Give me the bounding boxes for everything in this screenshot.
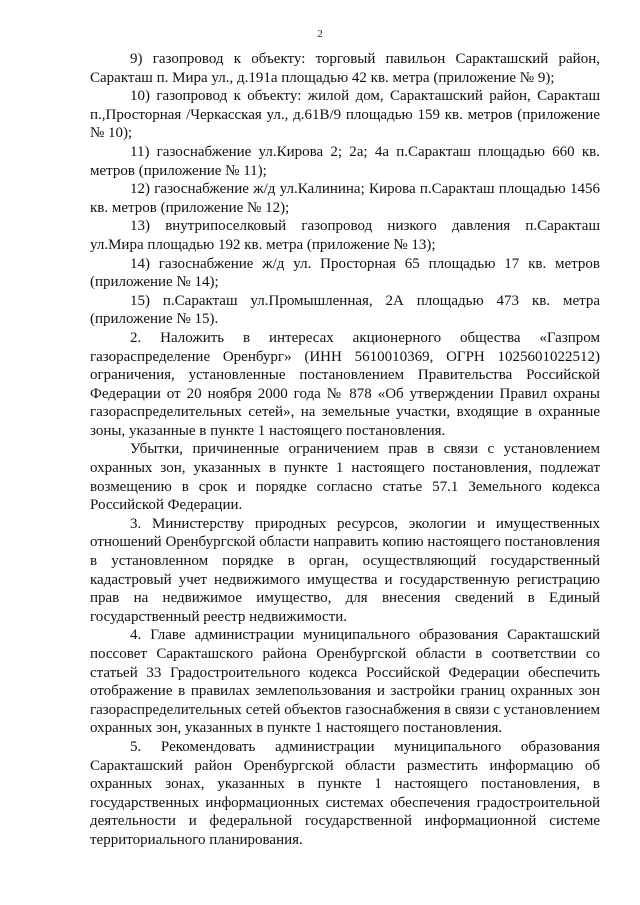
clause-4: 4. Главе администрации муниципального образования Саракташский поссовет Саракташского района Оренбургской области в соответствии со статьей 33 Градостроительного кодекса Российской Федерации обеспечить отображение в правилах землепользования и застройки границ охранных зон газораспределительных сетей объектов газоснабжения в связи с установлением охранных зон, указанных в пункте 1 настоящего постановления.	[90, 627, 600, 737]
clause-3: 3. Министерству природных ресурсов, экологии и имущественных отношений Оренбургской области направить копию настоящего постановления в установленном порядке в орган, осуществляющий государственный кадастровый учет недвижимого имущества и государственную регистрацию прав на недвижимое имущество, для внесения сведений в Единый государственный реестр недвижимости.	[90, 515, 600, 625]
clause-5: 5. Рекомендовать администрации муниципального образования Саракташский район Оренбургской области разместить информацию об охранных зонах, указанных в пункте 1 настоящего постановления, в государственных информационных системах обеспечения градостроительной деятельности и федеральной государственной информационной системе территориального планирования.	[90, 738, 600, 848]
item-14: 14) газоснабжение ж/д ул. Просторная 65 площадью 17 кв. метров (приложение № 14);	[90, 255, 600, 291]
clause-2-losses: Убытки, причиненные ограничением прав в связи с установлением охранных зон, указанных в пункте 1 настоящего постановления, подлежат возмещению в срок и порядке согласно статье 57.1 Земельного кодекса Российской Федерации.	[90, 441, 600, 514]
item-9: 9) газопровод к объекту: торговый павильон Саракташский район, Саракташ п. Мира ул., д.191а площадью 42 кв. метра (приложение № 9);	[90, 51, 600, 86]
page-number: 2	[317, 28, 323, 40]
item-13: 13) внутрипоселковый газопровод низкого давления п.Саракташ ул.Мира площадью 192 кв. метра (приложение № 13);	[90, 218, 600, 253]
clause-2: 2. Наложить в интересах акционерного общества «Газпром газораспределение Оренбург» (ИНН 5610010369, ОГРН 1025601022512) ограничения, установленные постановлением Правительства Российской Федерации от 20 ноября 2000 года № 878 «Об утверждении Правил охраны газораспределительных сетей», на земельные участки, входящие в охранные зоны, указанные в пункте 1 настоящего постановления.	[90, 329, 600, 439]
document-body	[90, 50, 600, 850]
item-11: 11) газоснабжение ул.Кирова 2; 2а; 4а п.Саракташ площадью 660 кв. метров (приложение № 11);	[90, 143, 600, 179]
item-15: 15) п.Саракташ ул.Промышленная, 2А площадью 473 кв. метра (приложение № 15).	[90, 292, 600, 328]
item-12: 12) газоснабжение ж/д ул.Калинина; Кирова п.Саракташ площадью 1456 кв. метров (приложение № 12);	[90, 181, 600, 216]
item-10: 10) газопровод к объекту: жилой дом, Саракташский район, Саракташ п.,Просторная /Черкасская ул., д.61В/9 площадью 159 кв. метров (приложение № 10);	[90, 88, 600, 142]
